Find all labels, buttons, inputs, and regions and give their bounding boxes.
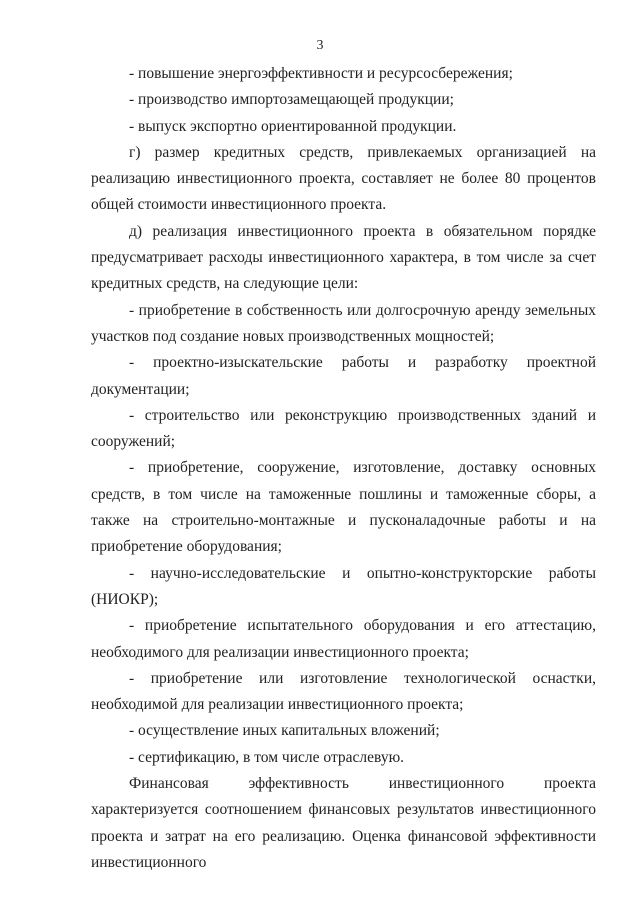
paragraph: - приобретение в собственность или долгосрочную аренду земельных участков под создание новых производственных мощностей; <box>91 301 596 345</box>
paragraph: д) реализация инвестиционного проекта в обязательном порядке предусматривает расходы инвестиционного характера, в том числе за счет кредитных средств, на следующие цели: <box>91 222 596 293</box>
paragraph: - приобретение испытательного оборудования и его аттестацию, необходимого для реализации инвестиционного проекта; <box>91 617 596 661</box>
paragraph: - повышение энергоэффективности и ресурсосбережения; <box>129 65 513 82</box>
paragraph: - проектно-изыскательские работы и разработку проектной документации; <box>91 354 596 398</box>
paragraph: - научно-исследовательские и опытно-конструкторские работы (НИОКР); <box>91 564 596 608</box>
document-body <box>91 61 596 876</box>
paragraph: - сертификацию, в том числе отраслевую. <box>129 748 405 766</box>
paragraph: г) размер кредитных средств, привлекаемых организацией на реализацию инвестиционного проекта, составляет не более 80 процентов общей стоимости инвестиционного проекта. <box>91 143 596 214</box>
paragraph: - осуществление иных капитальных вложений; <box>129 722 440 740</box>
paragraph: Финансовая эффективность инвестиционного проекта характеризуется соотношением финансовых результатов инвестиционного проекта и затрат на его реализацию. Оценка финансовой эффективности инвестиционного <box>91 775 596 871</box>
paragraph: - приобретение, сооружение, изготовление, доставку основных средств, в том числе на таможенные пошлины и таможенные сборы, а также на строительно-монтажные и пусконаладочные работы и на приобретение оборудования; <box>91 459 596 556</box>
paragraph: - строительство или реконструкцию производственных зданий и сооружений; <box>91 406 596 451</box>
paragraph: - приобретение или изготовление технологической оснастки, необходимой для реализации инвестиционного проекта; <box>91 669 596 714</box>
paragraph: - выпуск экспортно ориентированной продукции. <box>129 117 457 135</box>
paragraph: - производство импортозамещающей продукции; <box>129 91 454 109</box>
page-number: 3 <box>316 38 324 53</box>
